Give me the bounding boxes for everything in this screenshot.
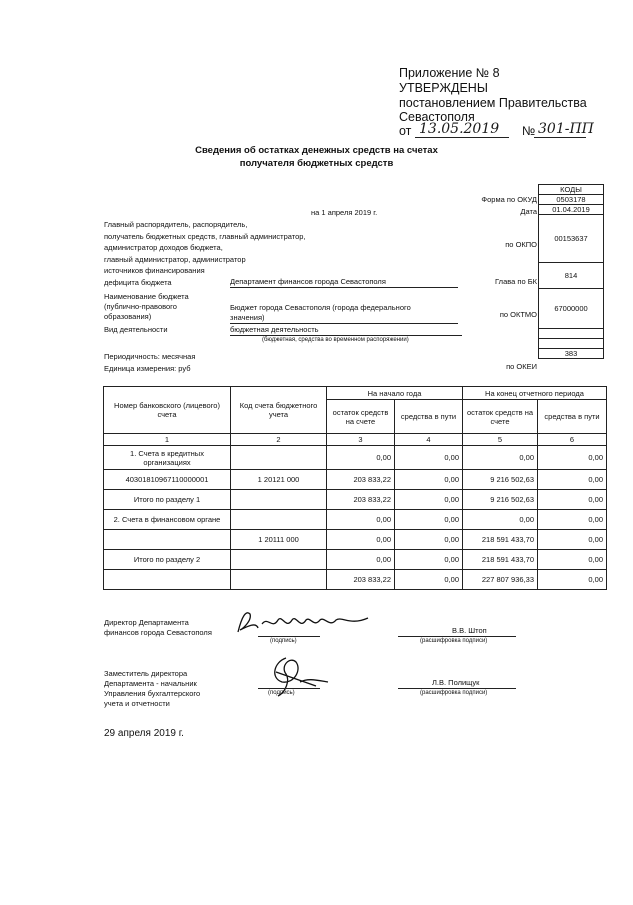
- cell-code: [231, 490, 327, 510]
- footer-date: 29 апреля 2019 г.: [104, 728, 184, 739]
- number-label: №: [522, 124, 536, 138]
- sub-header-transit-start: средства в пути: [395, 400, 463, 434]
- cell-code: [231, 446, 327, 470]
- report-date: на 1 апреля 2019 г.: [311, 208, 378, 217]
- cell-balance-start: 203 833,22: [327, 570, 395, 590]
- manager-label-3: администратор доходов бюджета,: [104, 243, 223, 252]
- col-num: 3: [327, 434, 395, 446]
- cell-transit-start: 0,00: [395, 530, 463, 550]
- deputy-name-line: [398, 688, 516, 689]
- cell-transit-end: 0,00: [538, 530, 607, 550]
- director-name: В.В. Штоп: [452, 626, 487, 635]
- group-header-start: На начало года: [327, 387, 463, 400]
- director-signature: [232, 606, 372, 638]
- cell-transit-start: 0,00: [395, 510, 463, 530]
- deputy-decode-hint: (расшифровка подписи): [420, 690, 488, 696]
- cell-transit-end: 0,00: [538, 550, 607, 570]
- resolution-label: постановлением Правительства: [399, 96, 587, 110]
- sub-header-balance-end: остаток средств на счете: [463, 400, 538, 434]
- cell-transit-start: 0,00: [395, 446, 463, 470]
- manager-value: Департамент финансов города Севастополя: [230, 277, 458, 288]
- cell-balance-start: 0,00: [327, 510, 395, 530]
- label-okei: по ОКЕИ: [506, 362, 537, 371]
- sub-header-balance-start: остаток средств на счете: [327, 400, 395, 434]
- cell-balance-end: 218 591 433,70: [463, 550, 538, 570]
- deputy-sign-hint: (подпись): [268, 690, 295, 696]
- city-label: Севастополя: [399, 110, 475, 124]
- table-row: [104, 470, 607, 490]
- cell-code: [231, 510, 327, 530]
- table-row: [104, 490, 607, 510]
- report-title-line2: получателя бюджетных средств: [239, 158, 394, 169]
- cell-transit-end: 0,00: [538, 570, 607, 590]
- director-sign-line: [258, 636, 320, 637]
- cell-balance-end: 0,00: [463, 446, 538, 470]
- col-num: 2: [231, 434, 327, 446]
- budget-value-1: Бюджет города Севастополя (города федерального: [230, 303, 411, 312]
- director-name-line: [398, 636, 516, 637]
- balances-table: [103, 386, 607, 590]
- cell-account: [104, 570, 231, 590]
- cell-balance-end: 9 216 502,63: [463, 470, 538, 490]
- cell-balance-end: 9 216 502,63: [463, 490, 538, 510]
- cell-account: Итого по разделу 2: [104, 550, 231, 570]
- col-header-code: Код счета бюджетного учета: [231, 387, 327, 434]
- code-okpo: 00153637: [539, 215, 604, 263]
- manager-label-6: дефицита бюджета: [104, 278, 172, 287]
- cell-transit-end: 0,00: [538, 510, 607, 530]
- cell-code: [231, 550, 327, 570]
- col-header-account: Номер банковского (лицевого) счета: [104, 387, 231, 434]
- codes-header: КОДЫ: [539, 185, 604, 195]
- date-underline: [415, 137, 509, 138]
- table-row: [104, 550, 607, 570]
- deputy-title-4: учета и отчетности: [104, 699, 170, 708]
- codes-table: [538, 184, 604, 359]
- table-row: [104, 530, 607, 550]
- cell-balance-start: 0,00: [327, 446, 395, 470]
- cell-account: [104, 530, 231, 550]
- manager-label-1: Главный распорядитель, распорядитель,: [104, 220, 248, 229]
- code-date: 01.04.2019: [539, 205, 604, 215]
- number-underline: [534, 137, 586, 138]
- appendix-label: Приложение № 8: [399, 66, 500, 80]
- cell-balance-end: 0,00: [463, 510, 538, 530]
- cell-account: 1. Счета в кредитных организациях: [104, 446, 231, 470]
- cell-transit-start: 0,00: [395, 550, 463, 570]
- label-oktmo: по ОКТМО: [499, 310, 537, 319]
- activity-label: Вид деятельности: [104, 325, 168, 334]
- code-empty-2: [539, 339, 604, 349]
- cell-account: Итого по разделу 1: [104, 490, 231, 510]
- resolution-number: 301-ПП: [538, 121, 594, 137]
- table-row: [104, 570, 607, 590]
- director-title-2: финансов города Севастополя: [104, 628, 212, 637]
- cell-balance-end: 227 807 936,33: [463, 570, 538, 590]
- cell-balance-start: 203 833,22: [327, 490, 395, 510]
- budget-label-3: образования): [104, 312, 152, 321]
- cell-transit-start: 0,00: [395, 490, 463, 510]
- label-bk: Глава по БК: [495, 277, 537, 286]
- unit-label: Единица измерения: руб: [104, 364, 191, 373]
- deputy-name: Л.В. Полищук: [432, 678, 480, 687]
- from-label: от: [399, 124, 412, 138]
- director-title-1: Директор Департамента: [104, 618, 189, 627]
- col-num: 4: [395, 434, 463, 446]
- sub-header-transit-end: средства в пути: [538, 400, 607, 434]
- code-okud: 0503178: [539, 195, 604, 205]
- code-okei: 383: [539, 349, 604, 359]
- label-okpo: по ОКПО: [505, 240, 537, 249]
- cell-transit-end: 0,00: [538, 490, 607, 510]
- deputy-title-1: Заместитель директора: [104, 669, 188, 678]
- cell-transit-end: 0,00: [538, 446, 607, 470]
- cell-balance-end: 218 591 433,70: [463, 530, 538, 550]
- director-sign-hint: (подпись): [270, 638, 297, 644]
- cell-transit-end: 0,00: [538, 470, 607, 490]
- cell-account: 40301810967110000001: [104, 470, 231, 490]
- cell-code: 1 20111 000: [231, 530, 327, 550]
- code-empty-1: [539, 329, 604, 339]
- deputy-title-3: Управления бухгалтерского: [104, 689, 201, 698]
- periodicity-label: Периодичность: месячная: [104, 352, 196, 361]
- cell-code: [231, 570, 327, 590]
- code-bk: 814: [539, 263, 604, 289]
- manager-label-5: источников финансирования: [104, 266, 205, 275]
- director-decode-hint: (расшифровка подписи): [420, 638, 488, 644]
- table-row: [104, 446, 607, 470]
- budget-label-2: (публично-правового: [104, 302, 177, 311]
- activity-value: бюджетная деятельность: [230, 325, 462, 336]
- report-title-line1: Сведения об остатках денежных средств на счетах: [195, 145, 438, 156]
- col-num: 5: [463, 434, 538, 446]
- code-oktmo: 67000000: [539, 289, 604, 329]
- cell-balance-start: 0,00: [327, 550, 395, 570]
- deputy-sign-line: [258, 688, 320, 689]
- cell-balance-start: 0,00: [327, 530, 395, 550]
- col-num: 1: [104, 434, 231, 446]
- cell-transit-start: 0,00: [395, 570, 463, 590]
- resolution-date: 13.05.2019: [419, 121, 500, 137]
- cell-balance-start: 203 833,22: [327, 470, 395, 490]
- label-date: Дата: [520, 207, 537, 216]
- deputy-title-2: Департамента - начальник: [104, 679, 197, 688]
- cell-code: 1 20121 000: [231, 470, 327, 490]
- activity-hint: (бюджетная, средства во временном распоряжении): [262, 337, 409, 343]
- col-num: 6: [538, 434, 607, 446]
- budget-label-1: Наименование бюджета: [104, 292, 189, 301]
- label-okud: Форма по ОКУД: [481, 195, 537, 204]
- budget-value-2: значения): [230, 313, 458, 324]
- cell-account: 2. Счета в финансовом органе: [104, 510, 231, 530]
- manager-label-2: получатель бюджетных средств, главный администратор,: [104, 232, 306, 241]
- approved-label: УТВЕРЖДЕНЫ: [399, 81, 488, 95]
- manager-label-4: главный администратор, администратор: [104, 255, 246, 264]
- group-header-end: На конец отчетного периода: [463, 387, 607, 400]
- table-row: [104, 510, 607, 530]
- cell-transit-start: 0,00: [395, 470, 463, 490]
